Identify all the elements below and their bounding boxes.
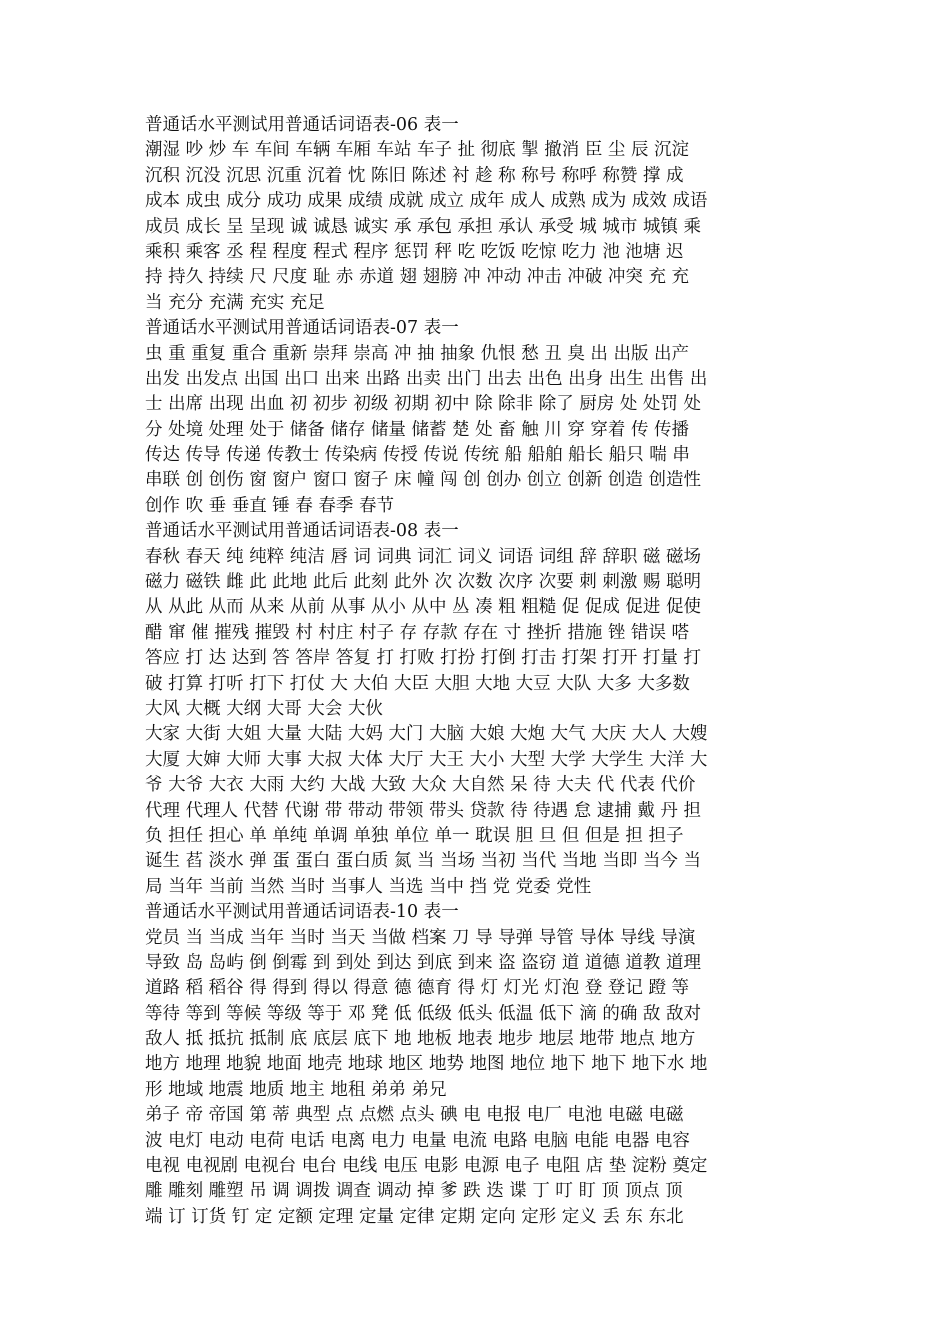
word-list-line: 道路 稻 稻谷 得 得到 得以 得意 德 德育 得 灯 灯光 灯泡 登 登记 蹬 等: [145, 978, 690, 999]
word-list-line: 成本 成虫 成分 成功 成果 成绩 成就 成立 成年 成人 成熟 成为 成效 成语: [145, 191, 708, 212]
word-list-line: 波 电灯 电动 电荷 电话 电离 电力 电量 电流 电路 电脑 电能 电器 电容: [145, 1130, 690, 1151]
word-list-line: 导致 岛 岛屿 倒 倒霉 到 到处 到达 到底 到来 盗 盗窃 道 道德 道教 道理: [145, 952, 701, 973]
word-list-line: 大厦 大婶 大师 大事 大叔 大体 大厅 大王 大小 大型 大学 大学生 大洋 大: [145, 749, 708, 770]
section-heading: 普通话水平测试用普通话词语表-06 表一: [145, 115, 459, 135]
word-list-line: 破 打算 打听 打下 打仗 大 大伯 大臣 大胆 大地 大豆 大队 大多 大多数: [145, 673, 690, 694]
word-list-line: 士 出席 出现 出血 初 初步 初级 初期 初中 除 除非 除了 厨房 处 处罚 处: [145, 394, 701, 415]
word-list-line: 答应 打 达 达到 答 答岸 答复 打 打败 打扮 打倒 打击 打架 打开 打量 打: [145, 648, 701, 669]
word-list-line: 成员 成长 呈 呈现 诚 诚恳 诚实 承 承包 承担 承认 承受 城 城市 城镇 乘: [145, 216, 701, 237]
word-list-line: 大风 大概 大纲 大哥 大会 大伙: [145, 698, 383, 719]
word-list-line: 从 从此 从而 从来 从前 从事 从小 从中 丛 凑 粗 粗糙 促 促成 促进 促使: [145, 597, 701, 618]
word-list-line: 沉积 沉没 沉思 沉重 沉着 忱 陈旧 陈述 衬 趁 称 称号 称呼 称赞 撑 成: [145, 165, 684, 186]
word-list-line: 虫 重 重复 重合 重新 崇拜 崇高 冲 抽 抽象 仇恨 愁 丑 臭 出 出版 出产: [145, 343, 690, 364]
word-list-line: 地方 地理 地貌 地面 地壳 地球 地区 地势 地图 地位 地下 地下 地下水 地: [145, 1054, 708, 1075]
word-list-line: 爷 大爷 大衣 大雨 大约 大战 大致 大众 大自然 呆 待 大夫 代 代表 代价: [145, 775, 696, 796]
word-list-line: 创作 吹 垂 垂直 锤 春 春季 春节: [145, 495, 394, 516]
word-list-line: 持 持久 持续 尺 尺度 耻 赤 赤道 翅 翅膀 冲 冲动 冲击 冲破 冲突 充 充: [145, 267, 690, 288]
word-list-line: 传达 传导 传递 传教士 传染病 传授 传说 传统 船 船舶 船长 船只 喘 串: [145, 445, 690, 466]
word-list-line: 串联 创 创伤 窗 窗户 窗口 窗子 床 幢 闯 创 创办 创立 创新 创造 创造性: [145, 470, 701, 491]
word-list-line: 分 处境 处理 处于 储备 储存 储量 储蓄 楚 处 畜 触 川 穿 穿着 传 传播: [145, 419, 690, 440]
section-heading: 普通话水平测试用普通话词语表-07 表一: [145, 318, 459, 339]
word-list-line: 春秋 春天 纯 纯粹 纯洁 唇 词 词典 词汇 词义 词语 词组 辞 辞职 磁 磁场: [145, 546, 701, 567]
word-list-line: 电视 电视剧 电视台 电台 电线 电压 电影 电源 电子 电阻 店 垫 淀粉 奠定: [145, 1156, 708, 1177]
word-list-line: 雕 雕刻 雕塑 吊 调 调拨 调查 调动 掉 爹 跌 迭 谍 丁 叮 盯 顶 顶点 顶: [145, 1181, 683, 1202]
word-list-line: 局 当年 当前 当然 当时 当事人 当选 当中 挡 党 党委 党性: [145, 876, 592, 897]
word-list-line: 潮湿 吵 炒 车 车间 车辆 车厢 车站 车子 扯 彻底 掣 撤消 臣 尘 辰 沉淀: [145, 140, 690, 161]
word-list-line: 敌人 抵 抵抗 抵制 底 底层 底下 地 地板 地表 地步 地层 地带 地点 地方: [145, 1029, 696, 1050]
word-list-line: 大家 大街 大姐 大量 大陆 大妈 大门 大脑 大娘 大炮 大气 大庆 大人 大嫂: [145, 724, 708, 745]
word-list-line: 负 担任 担心 单 单纯 单调 单独 单位 单一 耽误 胆 旦 但 但是 担 担子: [145, 825, 684, 846]
word-list-line: 当 充分 充满 充实 充足: [145, 292, 325, 313]
section-heading: 普通话水平测试用普通话词语表-08 表一: [145, 521, 459, 542]
word-list-line: 代理 代理人 代替 代谢 带 带动 带领 带头 贷款 待 待遇 怠 逮捕 戴 丹 担: [145, 800, 701, 821]
word-list-line: 党员 当 当成 当年 当时 当天 当做 档案 刀 导 导弹 导管 导体 导线 导演: [145, 927, 696, 948]
section-heading: 普通话水平测试用普通话词语表-10 表一: [145, 902, 459, 923]
word-list-line: 形 地域 地震 地质 地主 地租 弟弟 弟兄: [145, 1079, 447, 1100]
word-list-line: 出发 出发点 出国 出口 出来 出路 出卖 出门 出去 出色 出身 出生 出售 出: [145, 368, 708, 389]
word-list-line: 端 订 订货 钉 定 定额 定理 定量 定律 定期 定向 定形 定义 丢 东 东北: [145, 1206, 684, 1227]
word-list-line: 醋 窜 催 摧残 摧毁 村 村庄 村子 存 存款 存在 寸 挫折 措施 锉 错误 嗒: [145, 622, 690, 643]
word-list-line: 磁力 磁铁 雌 此 此地 此后 此刻 此外 次 次数 次序 次要 刺 刺激 赐 聪明: [145, 572, 701, 593]
word-list-line: 弟子 帝 帝国 第 蒂 典型 点 点燃 点头 碘 电 电报 电厂 电池 电磁 电磁: [145, 1105, 684, 1126]
word-list-line: 等待 等到 等候 等级 等于 邓 凳 低 低级 低头 低温 低下 滴 的确 敌 敌对: [145, 1003, 701, 1024]
word-list-line: 乘积 乘客 丞 程 程度 程式 程序 惩罚 秤 吃 吃饭 吃惊 吃力 池 池塘 迟: [145, 241, 684, 262]
document-body: [145, 113, 810, 1230]
word-list-line: 诞生 萏 淡水 弹 蛋 蛋白 蛋白质 氮 当 当场 当初 当代 当地 当即 当今 当: [145, 851, 701, 872]
